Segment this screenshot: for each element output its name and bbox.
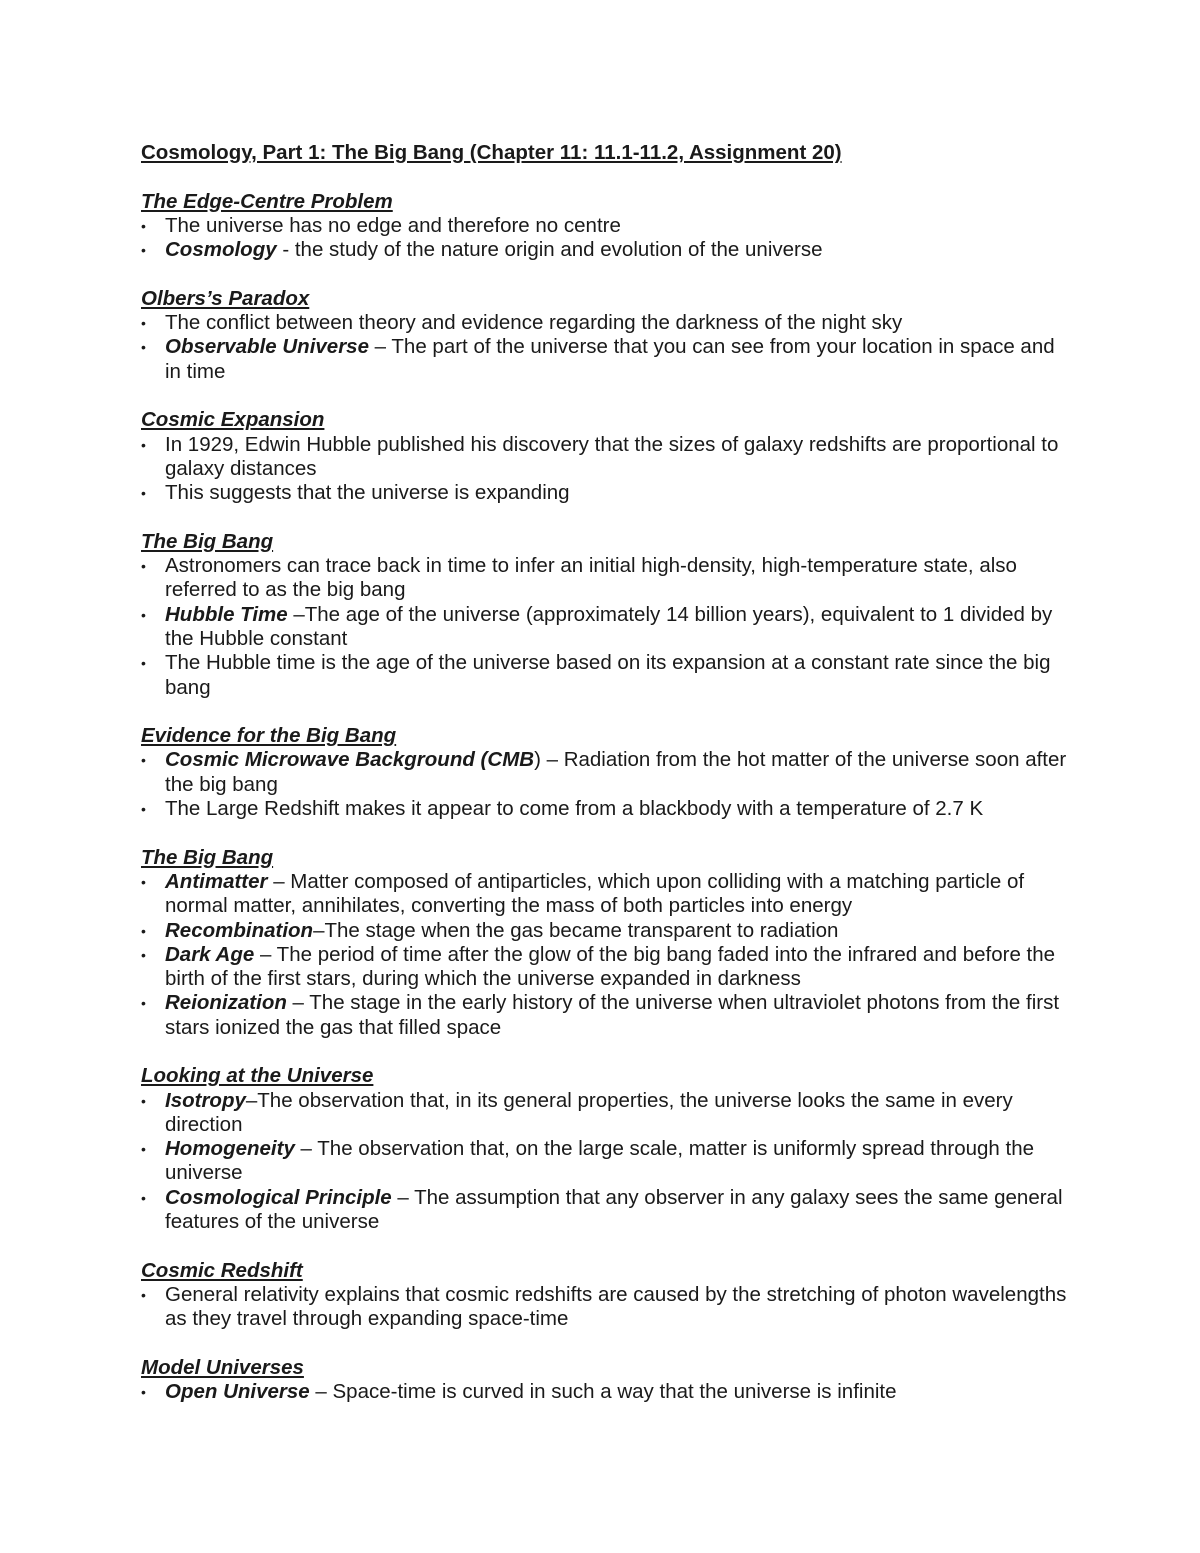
item-text: – The period of time after the glow of the big bang faded into the infrared and before the birth of the first stars, during which the universe expanded in darkness — [165, 942, 1056, 991]
bullet-list — [141, 554, 1071, 700]
bullet-icon: • — [141, 242, 146, 259]
item-text: – Matter composed of antiparticles, which upon colliding with a matching particle of normal matter, annihilates, converting the mass of both particles into energy — [165, 869, 1025, 918]
bullet-list — [141, 870, 1071, 1040]
item-text: – The part of the universe that you can see from your location in space and in time — [165, 335, 1055, 383]
bullet-list — [141, 748, 1071, 821]
bullet-icon: • — [141, 606, 146, 623]
term: Reionization — [165, 991, 287, 1015]
item-text: – The observation that, on the large scale, matter is uniformly spread through the universe — [165, 1137, 1035, 1185]
document-page — [141, 141, 1071, 1429]
bullet-icon: • — [141, 1384, 146, 1401]
term: Observable Universe — [165, 335, 369, 359]
bullet-icon: • — [141, 217, 146, 234]
term: Cosmology — [165, 238, 277, 262]
bullet-icon: • — [141, 1286, 146, 1303]
list-item — [141, 554, 1071, 603]
section — [141, 1064, 1071, 1234]
list-item — [141, 481, 1071, 505]
bullet-icon: • — [141, 558, 146, 575]
list-item — [141, 991, 1071, 1040]
list-item — [141, 603, 1071, 652]
term: Recombination — [165, 918, 314, 942]
bullet-icon: • — [141, 655, 146, 672]
section — [141, 287, 1071, 384]
list-item — [141, 1089, 1071, 1138]
item-text: –The stage when the gas became transparent to radiation — [313, 918, 839, 942]
section-heading: Model Universes — [141, 1355, 304, 1379]
list-item — [141, 1380, 1071, 1404]
item-text: General relativity explains that cosmic redshifts are caused by the stretching of photon wavelengths as they travel through expanding space-time — [165, 1282, 1067, 1331]
term: Cosmic Microwave Background (CMB — [165, 748, 535, 772]
item-text: – The stage in the early history of the universe when ultraviolet photons from the first stars ionized the gas that filled space — [165, 991, 1060, 1039]
bullet-icon: • — [141, 436, 146, 453]
item-text: –The observation that, in its general properties, the universe looks the same in every direction — [165, 1088, 1013, 1136]
bullet-icon: • — [141, 946, 146, 963]
section — [141, 724, 1071, 821]
list-item — [141, 748, 1071, 797]
section-heading: The Big Bang — [141, 845, 274, 869]
list-item — [141, 651, 1071, 700]
item-text: – Space-time is curved in such a way that the universe is infinite — [309, 1380, 897, 1404]
section-heading: Evidence for the Big Bang — [141, 724, 397, 748]
list-item — [141, 1137, 1071, 1186]
bullet-list — [141, 311, 1071, 384]
term: Dark Age — [165, 942, 255, 966]
item-text: Astronomers can trace back in time to infer an initial high-density, high-temperature state, also referred to as the big bang — [165, 554, 1017, 602]
item-text: ) – Radiation from the hot matter of the universe soon after the big bang — [165, 748, 1067, 796]
section-heading: Looking at the Universe — [141, 1064, 374, 1088]
term: Hubble Time — [165, 602, 288, 626]
bullet-list — [141, 214, 1071, 263]
bullet-icon: • — [141, 315, 146, 332]
bullet-icon: • — [141, 922, 146, 939]
item-text: This suggests that the universe is expanding — [165, 481, 570, 505]
item-text: In 1929, Edwin Hubble published his discovery that the sizes of galaxy redshifts are proportional to galaxy distances — [165, 432, 1059, 480]
item-text: The Large Redshift makes it appear to come from a blackbody with a temperature of 2.7 K — [165, 797, 984, 821]
list-item — [141, 870, 1071, 919]
term: Open Universe — [165, 1380, 310, 1404]
bullet-list — [141, 1283, 1071, 1332]
bullet-icon: • — [141, 995, 146, 1012]
bullet-icon: • — [141, 801, 146, 818]
bullet-icon: • — [141, 873, 146, 890]
list-item — [141, 335, 1071, 384]
section-heading: The Big Bang — [141, 529, 274, 553]
section-heading: The Edge-Centre Problem — [141, 189, 393, 213]
list-item — [141, 943, 1071, 992]
bullet-list — [141, 433, 1071, 506]
document-title: Cosmology, Part 1: The Big Bang (Chapter 11: 11.1-11.2, Assignment 20) — [141, 141, 842, 164]
item-text: The Hubble time is the age of the universe based on its expansion at a constant rate since the big bang — [165, 651, 1051, 699]
section — [141, 408, 1071, 505]
list-item — [141, 919, 1071, 943]
bullet-icon: • — [141, 1189, 146, 1206]
item-text: –The age of the universe (approximately 14 billion years), equivalent to 1 divided by the Hubble constant — [165, 602, 1053, 650]
list-item — [141, 1283, 1071, 1332]
section — [141, 1259, 1071, 1332]
section — [141, 1356, 1071, 1405]
term: Homogeneity — [165, 1137, 295, 1161]
section-heading: Cosmic Expansion — [141, 408, 325, 432]
list-item — [141, 238, 1071, 262]
term: Cosmological Principle — [165, 1185, 392, 1209]
section — [141, 530, 1071, 700]
list-item — [141, 311, 1071, 335]
term: Antimatter — [165, 869, 268, 893]
section-heading: Olbers’s Paradox — [141, 286, 310, 310]
item-text: – The assumption that any observer in any galaxy sees the same general features of the universe — [165, 1185, 1063, 1234]
bullet-list — [141, 1089, 1071, 1235]
bullet-icon: • — [141, 485, 146, 502]
list-item — [141, 1186, 1071, 1235]
section-heading: Cosmic Redshift — [141, 1258, 303, 1282]
list-item — [141, 214, 1071, 238]
bullet-list — [141, 1380, 1071, 1404]
list-item — [141, 797, 1071, 821]
section — [141, 846, 1071, 1040]
item-text: The conflict between theory and evidence regarding the darkness of the night sky — [165, 311, 903, 335]
item-text: - the study of the nature origin and evolution of the universe — [276, 238, 823, 262]
section — [141, 190, 1071, 263]
term: Isotropy — [165, 1088, 246, 1112]
bullet-icon: • — [141, 1092, 146, 1109]
bullet-icon: • — [141, 1141, 146, 1158]
bullet-icon: • — [141, 752, 146, 769]
list-item — [141, 433, 1071, 482]
document-sections — [141, 190, 1071, 1405]
item-text: The universe has no edge and therefore no centre — [165, 213, 621, 237]
bullet-icon: • — [141, 339, 146, 356]
